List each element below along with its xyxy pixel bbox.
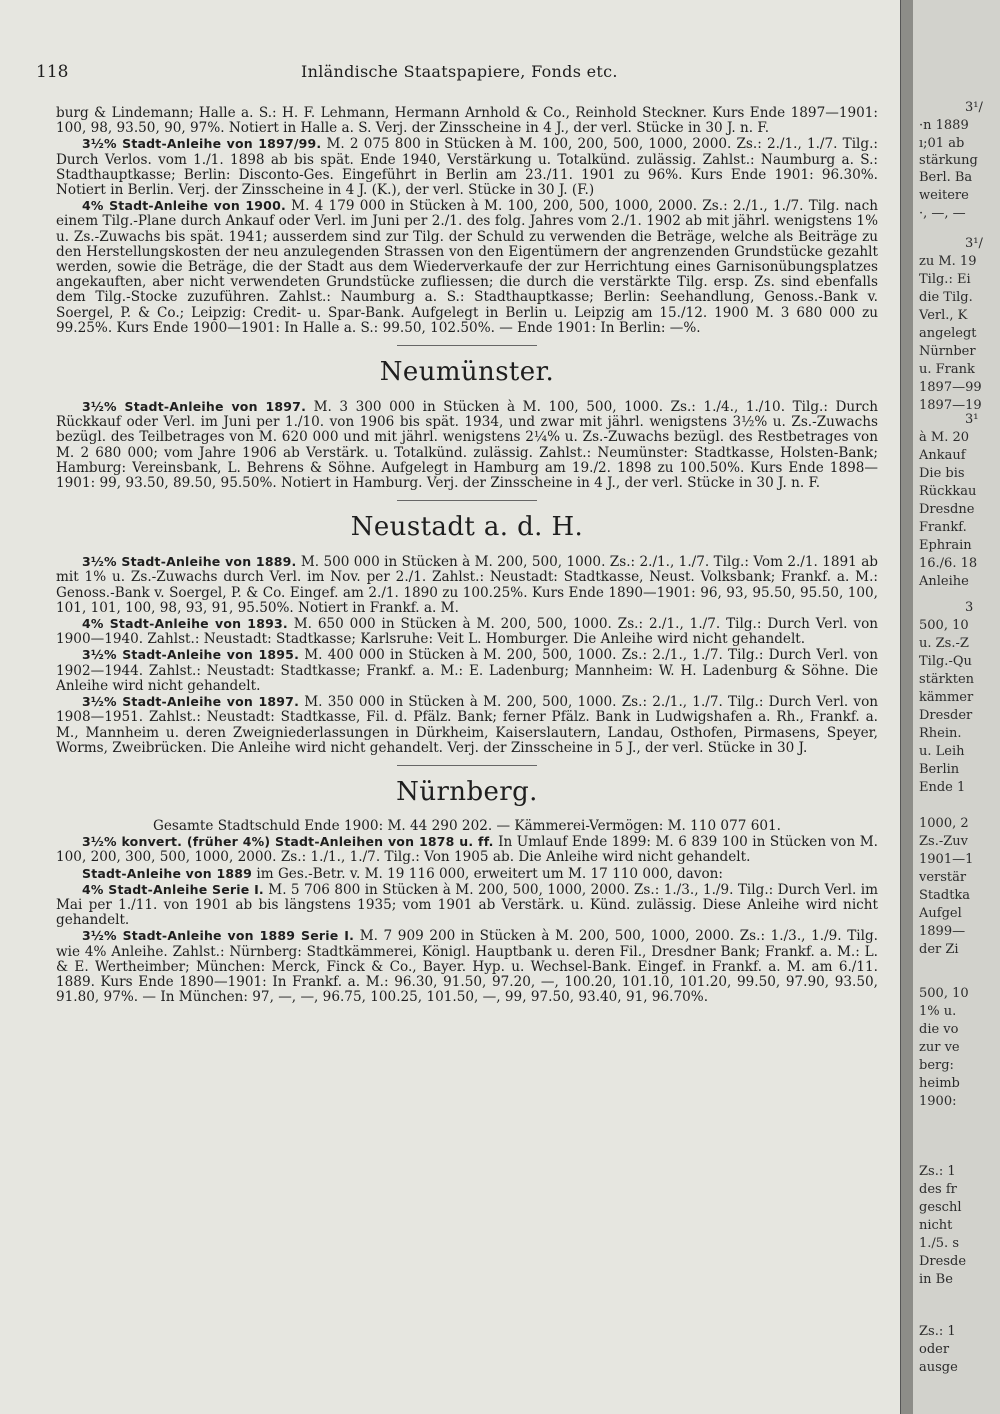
next-page-fragment: ı;01 ab — [919, 136, 965, 151]
loan-entry — [56, 928, 878, 1005]
next-page-fragment: 3¹/ — [965, 236, 983, 251]
loan-title: 3½% Stadt-Anleihe von 1897. — [82, 399, 307, 415]
next-page-fragment: ·n 1889 — [919, 118, 969, 133]
section-divider — [397, 765, 537, 766]
loan-entry — [56, 136, 878, 198]
next-page-fragment: ·, —, — — [919, 206, 966, 221]
city-heading-neustadt — [56, 512, 878, 542]
loan-text: M. 650 000 in Stücken à M. 200, 500, 1000. Zs.: 2./1., 1./7. Tilg.: Durch Verl. von 1900—1940. Zahlst.: Neustadt: Stadtkasse; Karlsruhe: Veit L. Homburger. Die Anleihe wird nicht gehandelt. — [56, 616, 879, 648]
next-page-fragment: der Zi — [919, 942, 959, 957]
loan-entry — [56, 866, 878, 882]
next-page-fragment: in Be — [919, 1272, 953, 1287]
next-page-fragment: zu M. 19 — [919, 254, 977, 269]
next-page-fragment: Frankf. — [919, 520, 967, 535]
next-page-fragment: geschl — [919, 1200, 962, 1215]
next-page-fragment: Stadtka — [919, 888, 971, 903]
loan-title: 3½% Stadt-Anleihe von 1889. — [82, 554, 297, 570]
next-page-fragment: Zs.: 1 — [919, 1164, 956, 1179]
loan-title: 3½% Stadt-Anleihe von 1889 Serie I. — [82, 928, 355, 944]
next-page-fragment: 3¹ — [965, 412, 979, 427]
next-page-fragment: weitere — [919, 188, 969, 203]
next-page-fragment: 16./6. 18 — [919, 556, 978, 571]
loan-text: M. 500 000 in Stücken à M. 200, 500, 1000. Zs.: 2./1., 1./7. Tilg.: Vom 2./1. 1891 ab mit 1% u. Zs.-Zuwachs durch Verl. im Nov. per 2./1. Zahlst.: Neustadt: Stadtkasse, Neust. Volksbank; Frankf. a. M.: Genoss.-Bank v. Soergel, P. & Co. Eingef. am 2./1. 1890 zu 100.25%. Kurs Ende 1890—1901: 96, 93, 95.50, 95.50, 100, 101, 101, 100, 98, 93, 91, 95.50%. Notiert in Frankf. a. M. — [56, 554, 878, 616]
next-page-fragment: Berlin — [919, 762, 960, 777]
next-page-fragment: Rhein. — [919, 726, 962, 741]
loan-title: 4% Stadt-Anleihe Serie I. — [82, 881, 264, 897]
next-page-fragment: Tilg.-Qu — [919, 654, 972, 669]
next-page-fragment: Tilg.: Ei — [919, 272, 971, 287]
loan-title: 4% Stadt-Anleihe von 1893. — [82, 616, 288, 632]
next-page-fragment: 3 — [965, 600, 974, 615]
next-page-fragment: 3¹/ — [965, 100, 983, 115]
loan-text: M. 7 909 200 in Stücken à M. 200, 500, 1000, 2000. Zs.: 1./3., 1./9. Tilg. wie 4% Anleihe. Zahlst.: Nürnberg: Stadtkämmerei, Königl. Hauptbank u. deren Fil., Dresdner Bank; Frankf. a. M.: L. & E. Wertheimber; München: Merck, Finck & Co., Bayer. Hyp. u. Wechsel-Bank. Eingef. in Frankf. a. M. am 6./11. 1889. Kurs Ende 1890—1901: In Frankf. a. M.: 96.30, 91.50, 97.20, —, 100.20, 101.10, 101.20, 99.50, 97.90, 93.50, 91.80, 97%. — In München: 97, —, —, 96.75, 100.25, 101.50, —, 99, 97.50, 93.40, 91, 96.70%. — [56, 928, 878, 1006]
next-page-fragment: 1897—99 — [919, 380, 982, 395]
continuation-paragraph: burg & Lindemann; Halle a. S.: H. F. Lehmann, Hermann Arnhold & Co., Reinhold Steckner. Kurs Ende 1897—1901: 100, 98, 93.50, 90, 97%. Notiert in Halle a. S. Verj. der Zinsscheine in 4 J., der verl. Stücke in 30 J. n. F. — [56, 105, 878, 137]
loan-entry — [56, 694, 878, 756]
next-page-fragment: 500, 10 — [919, 986, 969, 1001]
next-page-fragment: 1./5. s — [919, 1236, 959, 1251]
next-page-fragment: 1901—1 — [919, 852, 974, 867]
loan-entry — [56, 882, 878, 929]
loan-entry — [56, 554, 878, 616]
loan-entry — [56, 399, 878, 491]
next-page-fragment: die vo — [919, 1022, 959, 1037]
next-page-fragment: Verl., K — [919, 308, 968, 323]
next-page-fragment: u. Zs.-Z — [919, 636, 969, 651]
next-page-fragment: berg: — [919, 1058, 954, 1073]
next-page-fragment: 1000, 2 — [919, 816, 969, 831]
loan-text: M. 2 075 800 in Stücken à M. 100, 200, 500, 1000, 2000. Zs.: 2./1., 1./7. Tilg.: Durch Verlos. vom 1./1. 1898 ab bis spät. Ende 1940, Verstärkung u. Totalkünd. zulässig. Zahlst.: Naumburg a. S.: Stadthauptkasse; Berlin: Disconto-Ges. Eingeführt in Berlin am 23./11. 1901 zu 96%. Kurs Ende 1901: 96.30%. Notiert in Berlin. Verj. der Zinsscheine in 4 J. (K.), der verl. Stücke in 30 J. (F.) — [56, 136, 878, 199]
loan-entry — [56, 647, 878, 694]
next-page-fragment: 1897—19 — [919, 398, 982, 413]
next-page-fragment: nicht — [919, 1218, 953, 1233]
section-divider — [397, 500, 537, 501]
loan-entry — [56, 198, 878, 336]
next-page-fragment: 1% u. — [919, 1004, 957, 1019]
next-page-fragment: 500, 10 — [919, 618, 969, 633]
next-page-fragment: oder — [919, 1342, 950, 1357]
next-page-fragment: Ende 1 — [919, 780, 966, 795]
section-divider — [397, 345, 537, 346]
next-page-fragment: u. Frank — [919, 362, 975, 377]
loan-entry — [56, 834, 878, 865]
book-gutter — [900, 0, 914, 1414]
city-heading-main: Neustadt — [350, 512, 476, 543]
city-heading-neumuenster: Neumünster. — [379, 357, 555, 388]
next-page-fragment: Aufgel — [919, 906, 962, 921]
next-page-fragment: heimb — [919, 1076, 960, 1091]
main-text-column — [56, 106, 878, 1005]
next-page-fragment: stärkten — [919, 672, 975, 687]
next-page-fragment: 1899— — [919, 924, 966, 939]
loan-title: 3½% Stadt-Anleihe von 1897/99. — [82, 136, 322, 152]
next-page-fragment: zur ve — [919, 1040, 960, 1055]
loan-text: M. 3 300 000 in Stücken à M. 100, 500, 1000. Zs.: 1./4., 1./10. Tilg.: Durch Rückkauf oder Verl. im Juni per 1./10. von 1906 bis spät. 1934, und zwar mit jährl. wenigstens 3½% u. Zs.-Zuwachs bezügl. des Teilbetrages von M. 620 000 und mit jährl. wenigstens 2¼% u. Zs.-Zuwachs bezügl. des Restbetrages von M. 2 680 000; vom Jahre 1906 ab Verstärk. u. Totalkünd. zulässig. Zahlst.: Neumünster: Stadtkasse, Holsten-Bank; Hamburg: Vereinsbank, L. Behrens & Söhne. Aufgelegt in Hamburg am 19./2. 1898 zu 100.50%. Kurs Ende 1898—1901: 99, 93.50, 89.50, 95.50%. Notiert in Hamburg. Verj. der Zinsscheine in 4 J., der verl. Stücke in 30 J. n. F. — [56, 399, 879, 492]
loan-title: Stadt-Anleihe von 1889 — [82, 865, 253, 881]
city-heading-nuernberg: Nürnberg. — [396, 776, 538, 807]
book-page-right-edge — [913, 0, 1000, 1414]
next-page-fragment: Die bis — [919, 466, 965, 481]
page-header — [36, 62, 876, 86]
next-page-fragment: ausge — [919, 1360, 958, 1375]
next-page-fragment: stärkung — [919, 153, 978, 168]
loan-text: In Umlauf Ende 1899: M. 6 839 100 in Stücken von M. 100, 200, 300, 500, 1000, 2000. Zs.: 1./1., 1./7. Tilg.: Von 1905 ab. Die Anleihe wird nicht gehandelt. — [56, 834, 878, 866]
next-page-fragment: Zs.-Zuv — [919, 834, 968, 849]
loan-text: M. 4 179 000 in Stücken à M. 100, 200, 500, 1000, 2000. Zs.: 2./1., 1./7. Tilg. nach einem Tilg.-Plane durch Ankauf oder Verl. im Juni per 2./1. des folg. Jahres vom 2./1. 1902 ab mit jährl. wenigstens 1% u. Zs.-Zuwachs bis spät. 1941; ausserdem sind zur Tilg. der Schuld zu verwenden die Beträge, welche als Beiträge zu den Herstellungskosten der neu anzulegenden Strassen von den Eigentümern der angrenzenden Grundstücke gezahlt werden, sowie die Beträge, die der Stadt aus dem Wiederverkaufe der zur Herrichtung eines Garnisonübungsplatzes angekauften, aber nicht verwendeten Grundstücke zufliessen; die durch die verstärkte Tilg. ersp. Zs. sind ebenfalls dem Tilg.-Stocke zuzuführen. Zahlst.: Naumburg a. S.: Stadthauptkasse; Berlin: Seehandlung, Genoss.-Bank v. Soergel, P. & Co.; Leipzig: Credit- u. Spar-Bank. Aufgelegt in Berlin u. Leipzig am 15./12. 1900 M. 3 680 000 zu 99.25%. Kurs Ende 1900—1901: In Halle a. S.: 99.50, 102.50%. — Ende 1901: In Berlin: —%. — [56, 198, 878, 336]
loan-text: M. 400 000 in Stücken à M. 200, 500, 1000. Zs.: 2./1., 1./7. Tilg.: Durch Verl. von 1902—1944. Zahlst.: Neustadt: Stadtkasse; Frankf. a. M.: E. Ladenburg; Mannheim: W. H. Ladenburg & Söhne. Die Anleihe wird nicht gehandelt. — [56, 647, 879, 694]
next-page-fragment: Dresder — [919, 708, 973, 723]
next-page-fragment: à M. 20 — [919, 430, 970, 445]
next-page-fragment: Anleihe — [919, 574, 969, 589]
next-page-fragment: kämmer — [919, 690, 974, 705]
loan-title: 3½% konvert. (früher 4%) Stadt-Anleihen von 1878 u. ff. — [82, 834, 494, 850]
loan-title: 3½% Stadt-Anleihe von 1897. — [82, 694, 300, 710]
loan-title: 3½% Stadt-Anleihe von 1895. — [82, 647, 300, 663]
next-page-fragment: 1900: — [919, 1094, 957, 1109]
next-page-fragment: Ephrain — [919, 538, 972, 553]
loan-title: 4% Stadt-Anleihe von 1900. — [82, 198, 286, 214]
loan-text: M. 350 000 in Stücken à M. 200, 500, 1000. Zs.: 2./1., 1./7. Tilg.: Durch Verl. von 1908—1951. Zahlst.: Neustadt: Stadtkasse, Fil. d. Pfälz. Bank; ferner Pfälz. Bank in Ludwigshafen a. Rh., Frankf. a. M., Mannheim u. deren Zweigniederlassungen in Dürkheim, Kaiserslautern, Landau, Osthofen, Pirmasens, Speyer, Worms, Zweibrücken. Die Anleihe wird nicht gehandelt. Verj. der Zinsscheine in 5 J., der verl. Stücke in 30 J. — [56, 694, 879, 756]
next-page-fragment: des fr — [919, 1182, 957, 1197]
next-page-fragment: die Tilg. — [919, 290, 973, 305]
next-page-fragment: Zs.: 1 — [919, 1324, 956, 1339]
next-page-fragment: verstär — [919, 870, 967, 885]
next-page-fragment: angelegt — [919, 326, 977, 341]
running-title: Inländische Staatspapiere, Fonds etc. — [301, 62, 618, 81]
loan-text: M. 5 706 800 in Stücken à M. 200, 500, 1000, 2000. Zs.: 1./3., 1./9. Tilg.: Durch Verl. im Mai per 1./11. von 1901 ab bis längstens 1935; vom 1901 ab Verstärk. u. Künd. zulässig. Diese Anleihe wird nicht gehandelt. — [56, 881, 878, 929]
next-page-fragment: Dresdne — [919, 502, 975, 517]
next-page-fragment: Berl. Ba — [919, 170, 973, 185]
next-page-fragment: Dresde — [919, 1254, 967, 1269]
next-page-fragment: Ankauf — [919, 448, 966, 463]
next-page-fragment: Rückkau — [919, 484, 977, 499]
loan-entry — [56, 616, 878, 647]
debt-summary: Gesamte Stadtschuld Ende 1900: M. 44 290 202. — Kämmerei-Vermögen: M. 110 077 601. — [153, 817, 781, 834]
page-number: 118 — [36, 62, 69, 82]
loan-text: im Ges.-Betr. v. M. 19 116 000, erweitert um M. 17 110 000, davon: — [252, 865, 723, 882]
next-page-fragment: Nürnber — [919, 344, 976, 359]
next-page-fragment: u. Leih — [919, 744, 965, 759]
city-heading-sub: a. d. H. — [475, 512, 584, 543]
